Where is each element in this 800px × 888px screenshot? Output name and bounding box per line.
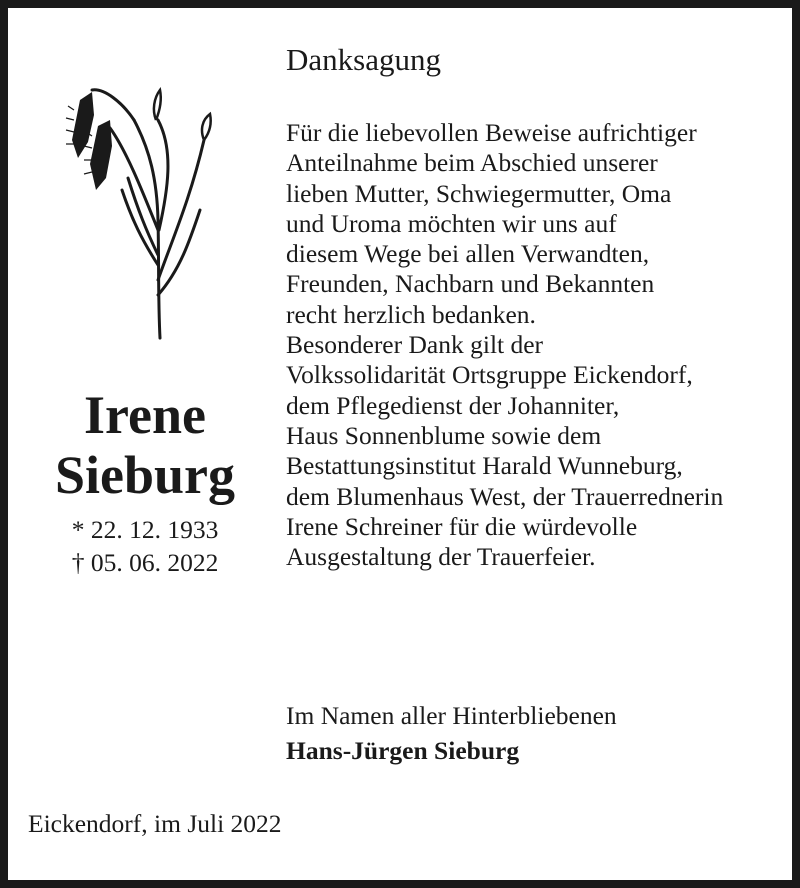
signature-name: Hans-Jürgen Sieburg	[286, 736, 520, 765]
thank-you-text	[286, 118, 723, 572]
death-date: † 05. 06. 2022	[71, 548, 219, 577]
deceased-name	[20, 385, 270, 505]
place-and-date: Eickendorf, im Juli 2022	[28, 809, 282, 838]
birth-date: * 22. 12. 1933	[71, 515, 219, 544]
body-line: Besonderer Dank gilt der	[286, 330, 544, 360]
body-line: diesem Wege bei allen Verwandten,	[286, 239, 650, 269]
life-dates	[20, 513, 270, 579]
body-line: Ausgestaltung der Trauerfeier.	[286, 542, 596, 572]
body-line: Irene Schreiner für die würdevolle	[286, 511, 638, 541]
body-line: Volkssolidarität Ortsgruppe Eickendorf,	[286, 360, 693, 390]
notice-heading: Danksagung	[286, 42, 441, 77]
body-line: dem Blumenhaus West, der Trauerrednerin	[286, 481, 724, 511]
wheat-ear-icon	[62, 80, 222, 342]
deceased-last-name: Sieburg	[54, 445, 236, 505]
body-line: Bestattungsinstitut Harald Wunneburg,	[286, 451, 683, 481]
body-line: Freunden, Nachbarn und Bekannten	[286, 269, 655, 299]
body-line: Anteilnahme beim Abschied unserer	[286, 148, 658, 178]
body-line: dem Pflegedienst der Johanniter,	[286, 390, 620, 420]
body-line: Für die liebevollen Beweise aufrichtiger	[286, 118, 697, 147]
body-line: Haus Sonnenblume sowie dem	[286, 420, 602, 450]
deceased-first-name: Irene	[84, 385, 206, 445]
body-line: und Uroma möchten wir uns auf	[286, 208, 617, 238]
signature-intro: Im Namen aller Hinterbliebenen	[286, 701, 617, 730]
body-line: lieben Mutter, Schwiegermutter, Oma	[286, 178, 672, 208]
body-line: recht herzlich bedanken.	[286, 299, 536, 329]
